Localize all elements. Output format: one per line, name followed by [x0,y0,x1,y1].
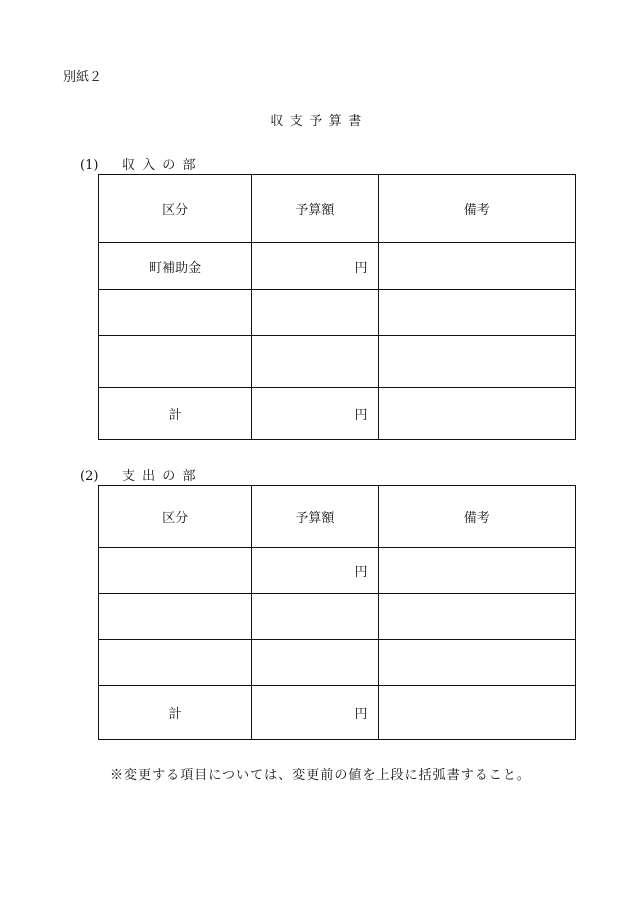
document-title: 収支予算書 [270,114,368,129]
remarks-cell [378,640,575,686]
column-header-budget: 予算額 [252,175,378,243]
total-label-cell: 計 [99,388,252,440]
expense-section-name: 支出の部 [122,469,203,484]
amount-cell: 円 [252,548,378,594]
amount-cell [252,336,378,388]
expense-section-heading [80,465,203,484]
page-label: 別紙２ [63,70,103,85]
total-label-cell: 計 [99,686,252,740]
income-table [98,174,576,440]
category-cell: 町補助金 [99,243,252,290]
expense-table [98,485,576,740]
remarks-cell [378,594,575,640]
income-section-number: (1) [80,158,99,173]
income-section-heading [80,154,203,173]
column-header-remarks: 備考 [378,486,575,548]
amount-cell [252,594,378,640]
income-section-name: 収入の部 [122,158,203,173]
table-row [99,594,576,640]
category-cell [99,640,252,686]
remarks-cell [378,686,575,740]
table-row [99,243,576,290]
remarks-cell [378,336,575,388]
remarks-cell [378,548,575,594]
category-cell [99,290,252,336]
category-cell [99,594,252,640]
total-amount-cell: 円 [252,388,378,440]
total-amount-cell: 円 [252,686,378,740]
table-row [99,548,576,594]
remarks-cell [378,290,575,336]
column-header-category: 区分 [99,175,252,243]
table-header-row [99,486,576,548]
expense-section-number: (2) [80,469,99,484]
amount-cell: 円 [252,243,378,290]
column-header-budget: 予算額 [252,486,378,548]
total-row [99,388,576,440]
category-cell [99,548,252,594]
table-row [99,640,576,686]
table-row [99,336,576,388]
table-header-row [99,175,576,243]
table-row [99,290,576,336]
footnote: ※変更する項目については、変更前の値を上段に括弧書すること。 [110,768,531,783]
amount-cell [252,290,378,336]
remarks-cell [378,243,575,290]
column-header-category: 区分 [99,486,252,548]
amount-cell [252,640,378,686]
column-header-remarks: 備考 [378,175,575,243]
category-cell [99,336,252,388]
remarks-cell [378,388,575,440]
total-row [99,686,576,740]
